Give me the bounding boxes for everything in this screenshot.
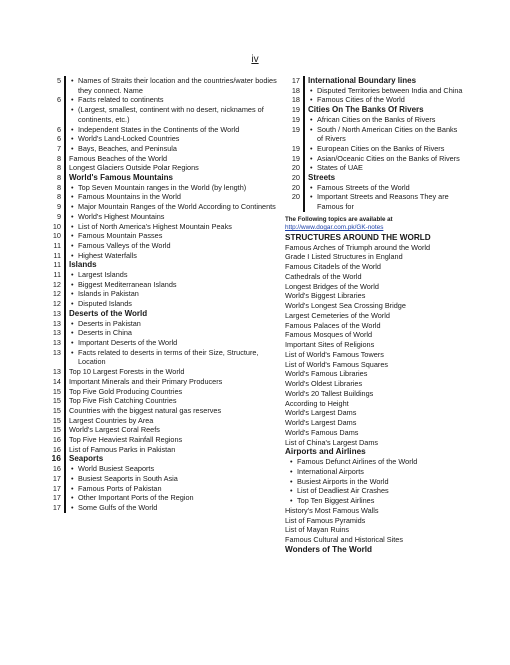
topic-item: Famous Citadels of the World (285, 262, 381, 272)
page-ref: 15 (52, 396, 61, 406)
entry-title: • Famous Mountain Passes (64, 231, 278, 241)
entry-title: Deserts of the World (64, 309, 278, 319)
entry-title: • Other Important Ports of the Region (64, 493, 278, 503)
notes-link[interactable]: http://www.dogar.com.pk/GK-notes (285, 224, 384, 232)
toc-entry (285, 163, 465, 173)
entry-title: Top Five Gold Producing Countries (64, 387, 278, 397)
topic-item: List of China's Largest Dams (285, 437, 379, 447)
entry-title: • South / North American Cities on the Banks of Rivers (303, 125, 465, 144)
toc-entry (46, 484, 278, 494)
toc-entry (46, 493, 278, 503)
page-ref: 15 (52, 405, 61, 415)
toc-entry (285, 192, 465, 211)
toc-entry (46, 183, 278, 193)
entry-title: • Islands in Pakistan (64, 289, 278, 299)
entry-title: Top 10 Largest Forests in the World (64, 367, 278, 377)
page-ref: 20 (291, 173, 300, 183)
page-ref: 20 (291, 192, 300, 202)
entry-title: • Independent States in the Continents of the World (64, 125, 278, 135)
entry-title: • African Cities on the Banks of Rivers (303, 115, 465, 125)
page-ref: 17 (291, 76, 300, 85)
toc-entry (46, 435, 278, 445)
page-ref: 13 (52, 308, 61, 318)
page-ref: 20 (291, 163, 300, 173)
page-ref: 8 (56, 153, 61, 163)
toc-entry (46, 144, 278, 154)
topic-item: World's Largest Dams (285, 418, 357, 428)
toc-entry (46, 328, 278, 338)
page-ref: 13 (52, 367, 61, 377)
toc-entry (46, 251, 278, 261)
page-ref: 10 (52, 221, 61, 231)
entry-title: List of Famous Parks in Pakistan (64, 445, 278, 455)
entry-title: • Some Gulfs of the World (64, 503, 278, 513)
topic-item: • Busiest Airports in the World (285, 477, 465, 487)
entry-title: • Famous Ports of Pakistan (64, 484, 278, 494)
page-ref: 8 (56, 173, 61, 183)
section-heading: Airports and Airlines (285, 447, 366, 457)
toc-entry (46, 212, 278, 222)
topic-item: List of World's Famous Towers (285, 349, 384, 359)
toc-entry (46, 425, 278, 435)
page-ref: 8 (56, 192, 61, 202)
toc-entry (46, 348, 278, 367)
toc-entry (46, 202, 278, 212)
toc-entry (46, 270, 278, 280)
entry-title: • World's Highest Mountains (64, 212, 278, 222)
toc-entry (46, 95, 278, 105)
topic-item: • Top Ten Biggest Airlines (285, 496, 465, 506)
topic-item: Famous Arches of Triumph around the World (285, 242, 431, 252)
topic-item: • International Airports (285, 467, 465, 477)
entry-title: • Famous Cities of the World (303, 95, 465, 105)
entry-title: Famous Beaches of the World (64, 154, 278, 164)
page-ref: 11 (53, 250, 61, 260)
topic-item: Grade I Listed Structures in England (285, 252, 403, 262)
toc-entry (285, 125, 465, 144)
toc-entry (285, 154, 465, 164)
page-ref: 18 (291, 95, 300, 105)
entry-title: • Bays, Beaches, and Peninsula (64, 144, 278, 154)
topic-item: World's Oldest Libraries (285, 379, 363, 389)
page-ref: 15 (52, 386, 61, 396)
entry-title: Longest Glaciers Outside Polar Regions (64, 163, 278, 173)
page-ref: 8 (56, 182, 61, 192)
topic-item: World's Famous Dams (285, 427, 359, 437)
topic-item: World's Famous Libraries (285, 369, 368, 379)
page-ref: 12 (52, 299, 61, 309)
page-ref: 20 (291, 182, 300, 192)
entry-title: • Facts related to deserts in terms of their Size, Structure, Location (64, 348, 278, 367)
online-topics-list (285, 233, 465, 555)
toc-entry (46, 260, 278, 270)
topic-item: According to Height (285, 398, 349, 408)
entry-title: • Highest Waterfalls (64, 251, 278, 261)
entry-title: • Major Mountain Ranges of the World According to Continents (64, 202, 278, 212)
entry-title: • Deserts in China (64, 328, 278, 338)
entry-title: • World Busiest Seaports (64, 464, 278, 474)
entry-title: Seaports (64, 454, 278, 464)
toc-entry (46, 299, 278, 309)
toc-entry (46, 309, 278, 319)
topic-item: World's Biggest Libraries (285, 291, 366, 301)
entry-title: • (Largest, smallest, continent with no desert, nicknames of continents, etc.) (64, 105, 278, 124)
toc-entry (46, 280, 278, 290)
page-ref: 16 (52, 444, 61, 454)
topic-item: • List of Deadliest Air Crashes (285, 486, 465, 496)
page-number: iv (251, 54, 259, 65)
entry-title: • Disputed Islands (64, 299, 278, 309)
topic-item: World's Largest Dams (285, 408, 357, 418)
toc-entry (46, 464, 278, 474)
entry-title: • List of North America's Highest Mountain Peaks (64, 222, 278, 232)
page-ref: 17 (52, 483, 61, 493)
toc-entry (46, 377, 278, 387)
toc-left-column (46, 76, 278, 513)
entry-title: • Busiest Seaports in South Asia (64, 474, 278, 484)
page-ref: 19 (291, 143, 300, 153)
entry-title: Important Minerals and their Primary Producers (64, 377, 278, 387)
toc-entry (285, 183, 465, 193)
section-heading: STRUCTURES AROUND THE WORLD (285, 232, 431, 242)
page-ref: 6 (56, 134, 61, 144)
entry-title: • Important Deserts of the World (64, 338, 278, 348)
toc-entry (46, 192, 278, 202)
entry-title: • Biggest Mediterranean Islands (64, 280, 278, 290)
toc-entry (46, 173, 278, 183)
topic-item: Famous Mosques of World (285, 330, 373, 340)
toc-entry (46, 231, 278, 241)
toc-entry (46, 125, 278, 135)
toc-entry (46, 338, 278, 348)
toc-entry (46, 319, 278, 329)
page-ref: 17 (52, 502, 61, 512)
toc-entry (46, 367, 278, 377)
topic-item: Important Sites of Religions (285, 340, 375, 350)
entry-title: World's Largest Coral Reefs (64, 425, 278, 435)
page-ref: 11 (53, 240, 61, 250)
toc-entry (46, 503, 278, 513)
topic-item: World's Longest Sea Crossing Bridge (285, 301, 406, 311)
entry-title: • Famous Mountains in the World (64, 192, 278, 202)
page-ref: 13 (52, 337, 61, 347)
entry-title: • Famous Streets of the World (303, 183, 465, 193)
toc-entry (46, 406, 278, 416)
available-note: The Following topics are available at (285, 215, 393, 223)
toc-entry (285, 173, 465, 183)
toc-entry (285, 95, 465, 105)
toc-entry (46, 222, 278, 232)
entry-title: • Famous Valleys of the World (64, 241, 278, 251)
page-ref: 15 (52, 415, 61, 425)
entry-title: International Boundary lines (303, 76, 465, 86)
toc-entry (46, 134, 278, 144)
entry-title: Largest Countries by Area (64, 416, 278, 426)
page-ref: 7 (56, 143, 61, 153)
page-ref: 10 (52, 231, 61, 241)
topic-item: List of Mayan Ruins (285, 525, 350, 535)
page-ref: 19 (291, 124, 300, 134)
entry-title: • Important Streets and Reasons They are Famous for (303, 192, 465, 211)
toc-entry (46, 289, 278, 299)
entry-title: • Asian/Oceanic Cities on the Banks of Rivers (303, 154, 465, 164)
page-ref: 11 (53, 260, 61, 270)
topic-item: World's 20 Tallest Buildings (285, 388, 374, 398)
entry-title: Streets (303, 173, 465, 183)
entry-title: • Names of Straits their location and the countries/water bodies they connect. Name (64, 76, 278, 95)
topic-item: • Famous Defunct Airlines of the World (285, 457, 465, 467)
entry-title: Islands (64, 260, 278, 270)
page-ref: 5 (56, 76, 61, 85)
entry-title: Top Five Fish Catching Countries (64, 396, 278, 406)
page-ref: 16 (51, 453, 61, 464)
entry-title: • Top Seven Mountain ranges in the World (by length) (64, 183, 278, 193)
toc-entry (46, 387, 278, 397)
toc-entry (285, 144, 465, 154)
page-ref: 12 (52, 279, 61, 289)
topic-item: Longest Bridges of the World (285, 281, 379, 291)
page-ref: 19 (291, 114, 300, 124)
toc-entry (46, 416, 278, 426)
entry-title: • Disputed Territories between India and China (303, 86, 465, 96)
toc-entry (285, 76, 465, 86)
page-ref: 18 (291, 85, 300, 95)
page-ref: 13 (52, 318, 61, 328)
page-ref: 16 (52, 435, 61, 445)
toc-entry (46, 76, 278, 95)
entry-title: • Largest Islands (64, 270, 278, 280)
page-ref: 13 (52, 347, 61, 357)
toc-entry (285, 86, 465, 96)
toc-entry (46, 445, 278, 455)
page-ref: 13 (52, 328, 61, 338)
toc-entry (285, 115, 465, 125)
topic-item: List of Famous Pyramids (285, 515, 366, 525)
page-ref (46, 105, 64, 124)
toc-entry (46, 163, 278, 173)
entry-title: Cities On The Banks Of Rivers (303, 105, 465, 115)
page-ref: 11 (53, 270, 61, 280)
page-ref: 19 (291, 153, 300, 163)
section-heading: Wonders of The World (285, 544, 373, 554)
toc-entry (46, 454, 278, 464)
entry-title: Top Five Heaviest Rainfall Regions (64, 435, 278, 445)
entry-title: • Facts related to continents (64, 95, 278, 105)
toc-entry (46, 396, 278, 406)
topic-item: Famous Palaces of the World (285, 320, 381, 330)
entry-title: • Deserts in Pakistan (64, 319, 278, 329)
entry-title: World's Famous Mountains (64, 173, 278, 183)
topic-item: Cathedrals of the World (285, 271, 362, 281)
toc-entry (46, 474, 278, 484)
page-ref: 9 (56, 211, 61, 221)
page-ref: 17 (52, 473, 61, 483)
page-ref: 19 (291, 105, 300, 115)
entry-title: Countries with the biggest natural gas reserves (64, 406, 278, 416)
toc-entry (285, 105, 465, 115)
page-ref: 9 (56, 202, 61, 212)
topic-item: List of World's Famous Squares (285, 359, 389, 369)
topic-item: History's Most Famous Walls (285, 505, 379, 515)
page-ref: 6 (56, 124, 61, 134)
entry-title: • World's Land-Locked Countries (64, 134, 278, 144)
page-ref: 8 (56, 163, 61, 173)
page-ref: 14 (52, 376, 61, 386)
toc-right-column (285, 76, 465, 555)
page-ref: 6 (56, 95, 61, 105)
page-ref: 12 (52, 289, 61, 299)
entry-title: • European Cities on the Banks of Rivers (303, 144, 465, 154)
page-ref: 16 (52, 464, 61, 474)
toc-right-entries (285, 76, 465, 212)
toc-entry (46, 241, 278, 251)
toc-entry (46, 105, 278, 124)
entry-title: • States of UAE (303, 163, 465, 173)
topic-item: Famous Cultural and Historical Sites (285, 535, 404, 545)
toc-entry (46, 154, 278, 164)
page-ref: 15 (52, 425, 61, 435)
page-ref: 17 (52, 493, 61, 503)
topic-item: Largest Cemeteries of the World (285, 310, 390, 320)
